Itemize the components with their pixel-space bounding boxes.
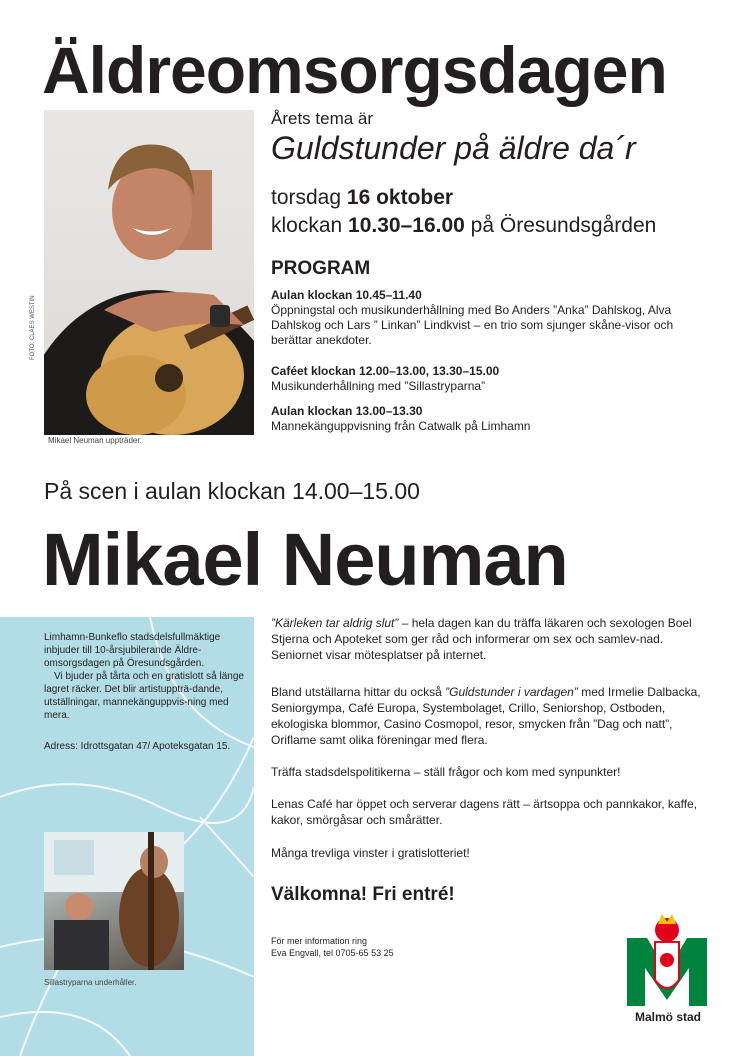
main-text: Bland utställarna hittar du också [271,685,446,699]
address: Adress: Idrottsgatan 47/ Apoteksgatan 15. [44,741,231,752]
invitation-text [44,631,244,722]
program-item-text: Öppningstal och musikunderhållning med Bo Anders ”Anka” Dahlskog, Alva Dahlskog och Lars ” Linkan” Lindkvist – en trio som sjunger skåne-visor och berättar anekdoter. [271,303,674,347]
welcome-text: Välkomna! Fri entré! [271,884,455,905]
program-item-title: Aulan klockan 10.45–11.40 [271,288,422,302]
mikael-neuman-photo [44,110,254,435]
place: på Öresundsgården [464,214,657,237]
contact-info [271,935,394,959]
day: 16 oktober [346,186,454,209]
main-italic: ”Kärleken tar aldrig slut” [271,616,399,630]
main-paragraph [271,684,711,748]
main-paragraph: Träffa stadsdelspolitikerna – ställ frågor och kom med synpunkter! [271,765,621,779]
main-paragraph: Många trevliga vinster i gratislotteriet! [271,846,470,860]
time-prefix: klockan [271,214,349,237]
program-item-title: Caféet klockan 12.00–13.00, 13.30–15.00 [271,364,500,378]
program-item [271,364,701,394]
theme-intro: Årets tema är [271,109,374,128]
program-item [271,288,701,348]
logo-text: Malmö stad [634,1010,701,1024]
day-prefix: torsdag [271,186,347,209]
contact-line: Eva Engvall, tel 0705-65 53 25 [271,948,394,958]
photo-caption: Mikael Neuman uppträder. [48,436,142,445]
event-date [271,184,656,240]
program-item [271,404,701,434]
program-item-title: Aulan klockan 13.00–13.30 [271,404,423,418]
scene-intro: På scen i aulan klockan 14.00–15.00 [44,478,420,504]
time: 10.30–16.00 [348,214,465,237]
performer-name: Mikael Neuman [42,518,568,601]
program-item-text: Mannekänguppvisning från Catwalk på Limhamn [271,419,531,433]
malmo-stad-logo [625,910,709,1010]
main-paragraph [271,615,711,663]
contact-line: För mer information ring [271,936,368,946]
page-title: Äldreomsorgsdagen [42,33,667,107]
sillastryparna-photo [44,832,184,970]
theme-title: Guldstunder på äldre da´r [271,130,636,166]
invitation-paragraph: Limhamn-Bunkeflo stadsdelsfullmäktige inbjuder till 10-årsjubilerande Äldre-omsorgsdagen på Öresundsgården. [44,632,221,669]
photo-caption: Sillastryparna underhåller. [44,978,137,987]
main-paragraph: Lenas Café har öppet och serverar dagens rätt – ärtsoppa och pannkakor, kaffe, kakor, smörgåsar och smårätter. [271,797,698,827]
main-italic: ”Guldstunder i vardagen” [445,685,578,699]
program-item-text: Musikunderhållning med ”Sillastryparna” [271,379,486,393]
invitation-paragraph: Vi bjuder på tårta och en gratislott så länge lagret räcker. Det blir artistuppträ-dande, utställningar, mannekänguppvis-ning med mera. [44,671,244,721]
program-heading: PROGRAM [271,258,371,279]
main-text: med Irmelie Dalbacka, Seniorgympa, Café Europa, Systembolaget, Crillo, Seniorshop, Ostboden, ekologiska blommor, Casino Cosmopol, resor, smycken från ”Dag och natt”, Oriflame samt olika föreningar med flera. [271,685,701,747]
photo-credit: FOTO: CLAES WESTIN [30,295,36,360]
main-text: – hela dagen kan du träffa läkaren och sexologen Boel Stjerna och Apoteket som ger råd och informerar om sex och samlev-nad. Seniornet visar mötesplatser på internet. [271,616,692,662]
